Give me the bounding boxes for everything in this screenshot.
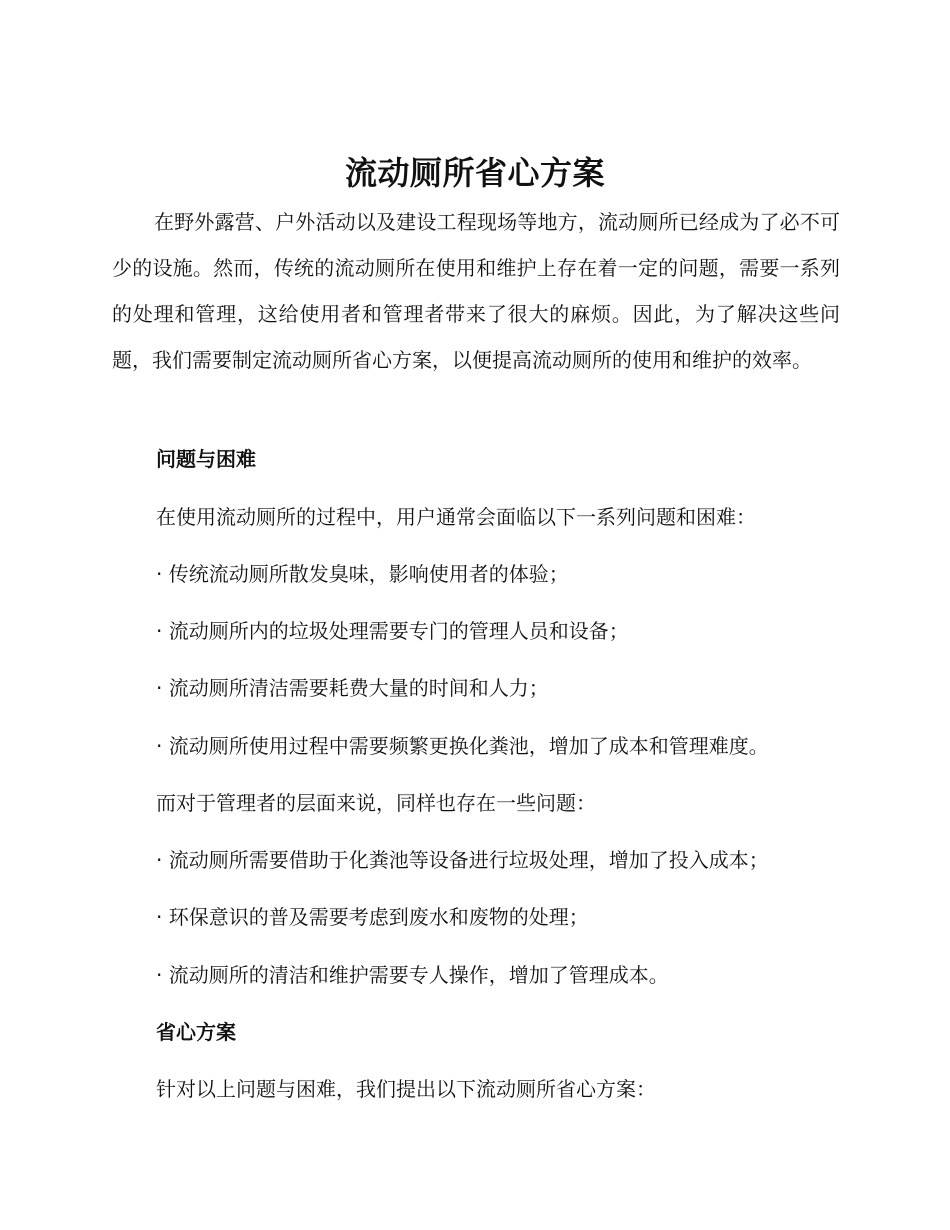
solution-lead: 针对以上问题与困难，我们提出以下流动厕所省心方案：: [156, 1077, 656, 1101]
document-title: 流动厕所省心方案: [344, 154, 605, 192]
list-item: · 流动厕所的清洁和维护需要专人操作，增加了管理成本。: [156, 963, 669, 987]
list-item: · 流动厕所清洁需要耗费大量的时间和人力；: [156, 676, 549, 700]
list-item: · 环保意识的普及需要考虑到废水和废物的处理；: [156, 905, 589, 929]
list-item: · 流动厕所需要借助于化粪池等设备进行垃圾处理，增加了投入成本；: [156, 848, 769, 872]
problems-lead: 在使用流动厕所的过程中，用户通常会面临以下一系列问题和困难：: [156, 505, 756, 529]
section-heading-problems: 问题与困难: [156, 447, 256, 471]
manager-lead: 而对于管理者的层面来说，同样也存在一些问题：: [156, 791, 596, 815]
section-heading-solution: 省心方案: [156, 1020, 236, 1044]
intro-paragraph: 在野外露营、户外活动以及建设工程现场等地方，流动厕所已经成为了必不可少的设施。然而，传统的流动厕所在使用和维护上存在着一定的问题，需要一系列的处理和管理，这给使用者和管理者带来了很大的麻烦。因此，为了解决这些问题，我们需要制定流动厕所省心方案，以便提高流动厕所的使用和维护的效率。: [112, 210, 840, 372]
list-item: · 流动厕所使用过程中需要频繁更换化粪池，增加了成本和管理难度。: [156, 734, 769, 758]
list-item: · 流动厕所内的垃圾处理需要专门的管理人员和设备；: [156, 619, 629, 643]
list-item: · 传统流动厕所散发臭味，影响使用者的体验；: [156, 562, 569, 586]
